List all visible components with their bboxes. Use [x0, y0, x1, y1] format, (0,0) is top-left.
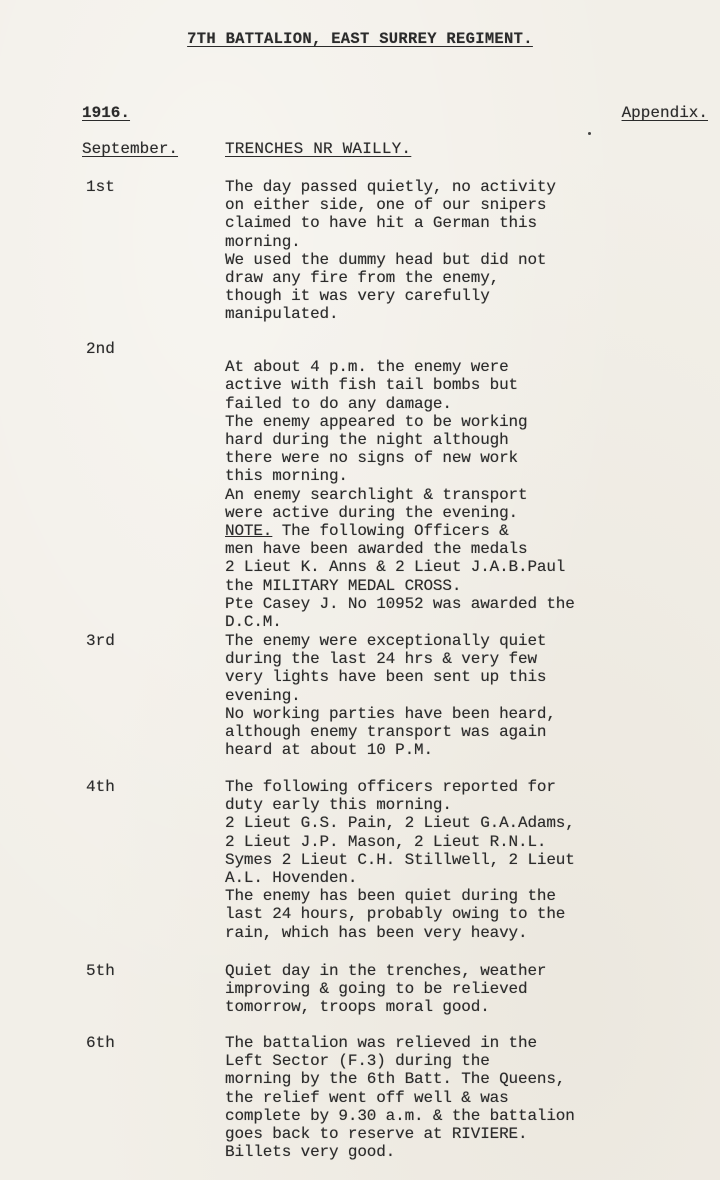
month-heading: September. — [82, 140, 179, 158]
entry-day-4: 4th — [86, 778, 115, 796]
entry-text-2 — [225, 340, 645, 649]
entry-day-6: 6th — [86, 1034, 115, 1052]
document-title-text: 7TH BATTALION, EAST SURREY REGIMENT. — [187, 30, 533, 48]
ink-mark — [588, 132, 591, 135]
entry-day-5: 5th — [86, 962, 115, 980]
note-text: The following Officers & men have been awarded the medals 2 Lieut K. Anns & 2 Lieut J.A.B.Paul the MILITARY MEDAL CROSS. Pte Casey J. No 10952 was awarded the D.C.M. — [225, 522, 575, 632]
entry-text-4: The following officers reported for duty early this morning. 2 Lieut G.S. Pain, 2 Lieut G.A.Adams, 2 Lieut J.P. Mason, 2 Lieut R.N.L. Symes 2 Lieut C.H. Stillwell, 2 Lieut A.L. Hovenden. The enemy has been quiet during the last 24 hours, probably owing to the rain, which has been very heavy. — [225, 778, 575, 942]
note-label: NOTE. — [225, 522, 273, 541]
entry-day-2: 2nd — [86, 340, 115, 358]
medal-note — [225, 522, 645, 631]
entry-text-1: The day passed quietly, no activity on either side, one of our snipers claimed to have hit a German this morning. We used the dummy head but did not draw any fire from the enemy, though it was very carefully manipulated. — [225, 178, 556, 324]
location-heading: TRENCHES NR WAILLY. — [225, 140, 412, 158]
entry-text-3: The enemy were exceptionally quiet during the last 24 hrs & very few very lights have been sent up this evening. No working parties have been heard, although enemy transport was again heard at about 10 P.M. — [225, 632, 556, 760]
entry-text-5: Quiet day in the trenches, weather improving & going to be relieved tomorrow, troops moral good. — [225, 962, 547, 1017]
entry-day-1: 1st — [86, 178, 115, 196]
entry-text-6: The battalion was relieved in the Left Sector (F.3) during the morning by the 6th Batt. The Queens, the relief went off well & was complete by 9.30 a.m. & the battalion goes back to reserve at RIVIERE. Billets very good. — [225, 1034, 575, 1162]
appendix-heading: Appendix. — [621, 104, 708, 122]
entry-day-3: 3rd — [86, 632, 115, 650]
document-title — [0, 30, 720, 48]
year-heading: 1916. — [82, 104, 131, 122]
entry-text-2-body: At about 4 p.m. the enemy were active with fish tail bombs but failed to do any damage. The enemy appeared to be working hard during the night although there were no signs of new work this morning. An enemy searchlight & transport were active during the evening. — [225, 358, 528, 522]
